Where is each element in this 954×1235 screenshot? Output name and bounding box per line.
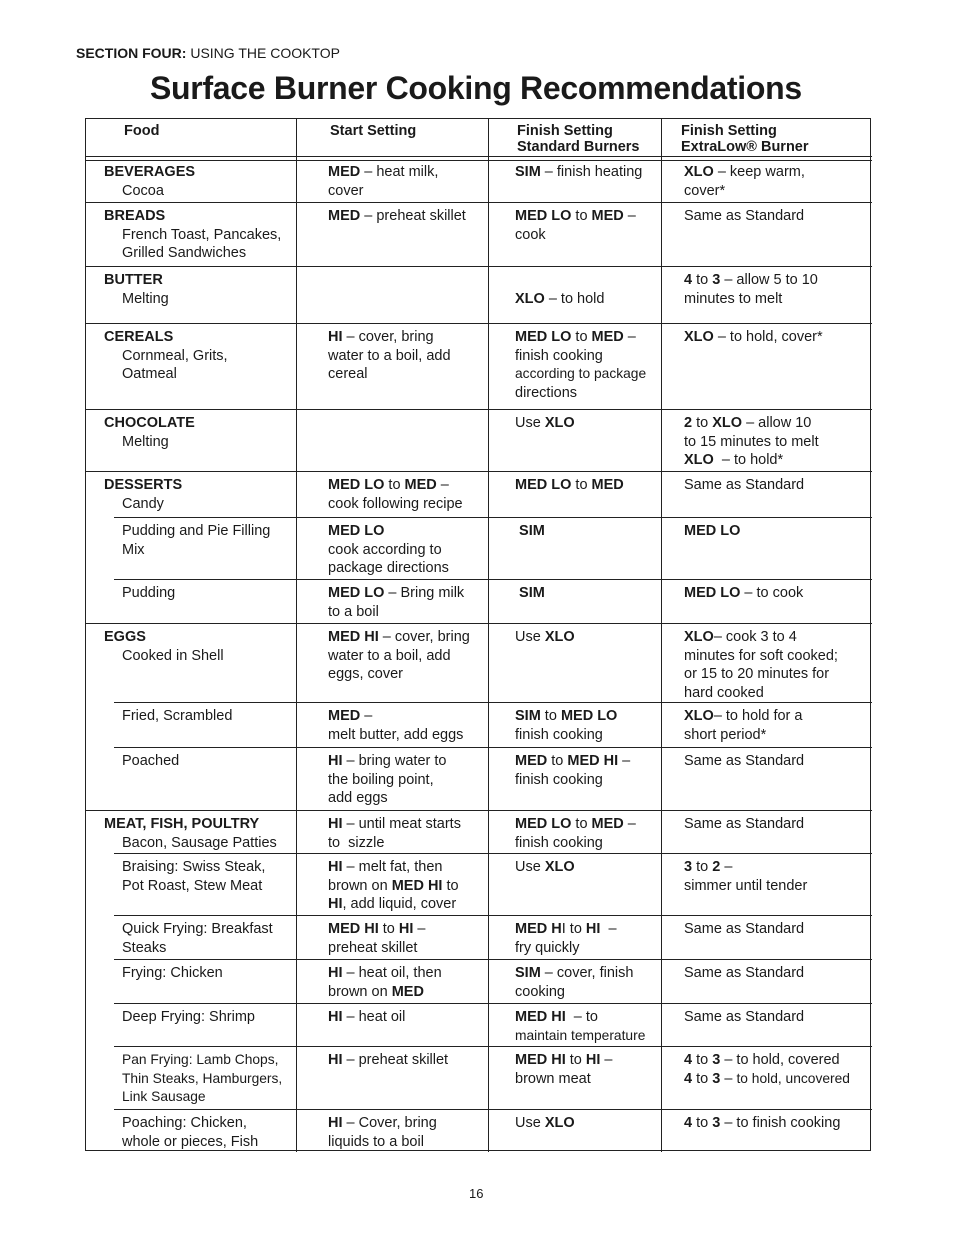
food-cell: Poached	[122, 753, 180, 769]
start-setting-cell: MED HI – cover, bring water to a boil, add eggs, cover	[328, 629, 470, 683]
row-divider	[114, 853, 872, 854]
start-setting-cell: HI – preheat skillet	[328, 1052, 449, 1068]
finish-extralow-cell: Same as Standard	[684, 753, 805, 769]
food-cell: BEVERAGES Cocoa	[104, 164, 196, 199]
row-divider	[86, 409, 872, 410]
row-divider	[86, 266, 872, 267]
finish-extralow-cell: 4 to 3 – allow 5 to 10 minutes to melt	[684, 272, 818, 307]
finish-extralow-cell: 4 to 3 – to finish cooking	[684, 1115, 841, 1131]
page-number: 16	[469, 1186, 484, 1201]
finish-standard-cell: MED HI – to maintain temperature	[515, 1009, 646, 1043]
finish-extralow-cell: 2 to XLO – allow 10 to 15 minutes to melt XLO – to hold*	[684, 415, 819, 469]
start-setting-cell: MED – preheat skillet	[328, 208, 466, 224]
section-text: USING THE COOKTOP	[190, 45, 340, 61]
row-divider	[86, 810, 872, 811]
finish-standard-cell: SIM – cover, finish cooking	[515, 965, 634, 1000]
header-rule	[86, 160, 872, 161]
row-divider	[114, 959, 872, 960]
row-divider	[86, 623, 872, 624]
header-food: Food	[124, 123, 160, 139]
finish-standard-cell: MED HI to HI – brown meat	[515, 1052, 613, 1087]
finish-extralow-cell: Same as Standard	[684, 965, 805, 981]
header-rule	[86, 156, 872, 157]
food-cell: Poaching: Chicken, whole or pieces, Fish	[122, 1115, 259, 1150]
food-cell: DESSERTS Candy	[104, 477, 183, 512]
finish-extralow-cell: XLO – keep warm, cover*	[684, 164, 805, 199]
finish-standard-cell: MED LO to MED	[515, 477, 624, 493]
finish-standard-cell: MED LO to MED – finish cooking	[515, 816, 636, 851]
row-divider	[86, 202, 872, 203]
start-setting-cell: MED LO cook according to package directions	[328, 523, 449, 577]
food-cell: Pudding	[122, 585, 176, 601]
food-cell: Fried, Scrambled	[122, 708, 233, 724]
start-setting-cell: MED – melt butter, add eggs	[328, 708, 464, 743]
page-title: Surface Burner Cooking Recommendations	[150, 70, 802, 106]
start-setting-cell: MED HI to HI – preheat skillet	[328, 921, 426, 956]
start-setting-cell: HI – melt fat, then brown on MED HI to HI, add liquid, cover	[328, 859, 459, 913]
finish-extralow-cell: Same as Standard	[684, 1009, 805, 1025]
column-divider	[296, 119, 297, 1152]
finish-standard-cell: MED HI to HI – fry quickly	[515, 921, 617, 956]
finish-extralow-cell: XLO – to hold, cover*	[684, 329, 823, 345]
row-divider	[114, 1003, 872, 1004]
food-cell: BUTTER Melting	[104, 272, 169, 307]
start-setting-cell: HI – cover, bring water to a boil, add cereal	[328, 329, 451, 383]
column-divider	[488, 119, 489, 1152]
food-cell: MEAT, FISH, POULTRY Bacon, Sausage Patties	[104, 816, 277, 851]
finish-extralow-cell: 3 to 2 – simmer until tender	[684, 859, 808, 894]
section-label: SECTION FOUR:	[76, 45, 187, 61]
food-cell: Pan Frying: Lamb Chops, Thin Steaks, Hamburgers, Link Sausage	[122, 1052, 283, 1105]
food-cell: Frying: Chicken	[122, 965, 223, 981]
finish-standard-cell: SIM	[519, 585, 545, 601]
start-setting-cell: HI – bring water to the boiling point, add eggs	[328, 753, 447, 807]
row-divider	[114, 579, 872, 580]
row-divider	[114, 517, 872, 518]
finish-standard-cell: MED to MED HI – finish cooking	[515, 753, 631, 788]
finish-extralow-cell: XLO– cook 3 to 4 minutes for soft cooked; or 15 to 20 minutes for hard cooked	[684, 629, 838, 701]
finish-standard-cell: Use XLO	[515, 629, 575, 645]
finish-standard-cell: SIM	[519, 523, 545, 539]
finish-extralow-cell: Same as Standard	[684, 816, 805, 832]
food-cell: Braising: Swiss Steak, Pot Roast, Stew Meat	[122, 859, 266, 894]
start-setting-cell: HI – heat oil	[328, 1009, 406, 1025]
header-finish-standard: Finish Setting Standard Burners	[517, 123, 640, 155]
finish-extralow-cell: MED LO – to cook	[684, 585, 804, 601]
finish-standard-cell: Use XLO	[515, 859, 575, 875]
row-divider	[114, 1046, 872, 1047]
start-setting-cell: MED LO – Bring milk to a boil	[328, 585, 465, 620]
food-cell: BREADS French Toast, Pancakes, Grilled Sandwiches	[104, 208, 282, 262]
start-setting-cell: MED – heat milk, cover	[328, 164, 439, 199]
finish-extralow-cell: MED LO	[684, 523, 741, 539]
finish-extralow-cell: Same as Standard	[684, 208, 805, 224]
finish-standard-cell: SIM – finish heating	[515, 164, 643, 180]
start-setting-cell: HI – until meat starts to sizzle	[328, 816, 461, 851]
row-divider	[114, 915, 872, 916]
finish-standard-cell: MED LO to MED – finish cooking according to package directions	[515, 329, 647, 401]
start-setting-cell: MED LO to MED – cook following recipe	[328, 477, 463, 512]
header-finish-extralow: Finish Setting ExtraLow® Burner	[681, 123, 809, 155]
finish-standard-cell: XLO – to hold	[515, 290, 605, 307]
food-cell: Deep Frying: Shrimp	[122, 1009, 255, 1025]
finish-extralow-cell: 4 to 3 – to hold, covered 4 to 3 – to hold, uncovered	[684, 1052, 850, 1087]
food-cell: CEREALS Cornmeal, Grits, Oatmeal	[104, 329, 228, 383]
column-divider	[661, 119, 662, 1152]
finish-extralow-cell: XLO– to hold for a short period*	[684, 708, 803, 743]
row-divider	[86, 323, 872, 324]
section-heading	[76, 45, 340, 61]
finish-extralow-cell: Same as Standard	[684, 477, 805, 493]
finish-standard-cell: Use XLO	[515, 415, 575, 431]
row-divider	[114, 747, 872, 748]
food-cell: Pudding and Pie Filling Mix	[122, 523, 271, 558]
start-setting-cell: HI – heat oil, then brown on MED	[328, 965, 442, 1000]
recommendations-table	[85, 118, 871, 1151]
finish-standard-cell: MED LO to MED – cook	[515, 208, 636, 243]
row-divider	[86, 471, 872, 472]
finish-extralow-cell: Same as Standard	[684, 921, 805, 937]
finish-standard-cell: SIM to MED LO finish cooking	[515, 708, 618, 743]
row-divider	[114, 1109, 872, 1110]
start-setting-cell: HI – Cover, bring liquids to a boil	[328, 1115, 437, 1150]
food-cell: EGGS Cooked in Shell	[104, 629, 224, 664]
food-cell: Quick Frying: Breakfast Steaks	[122, 921, 273, 956]
food-cell: CHOCOLATE Melting	[104, 415, 195, 450]
header-start-setting: Start Setting	[330, 123, 417, 139]
finish-standard-cell: Use XLO	[515, 1115, 575, 1131]
